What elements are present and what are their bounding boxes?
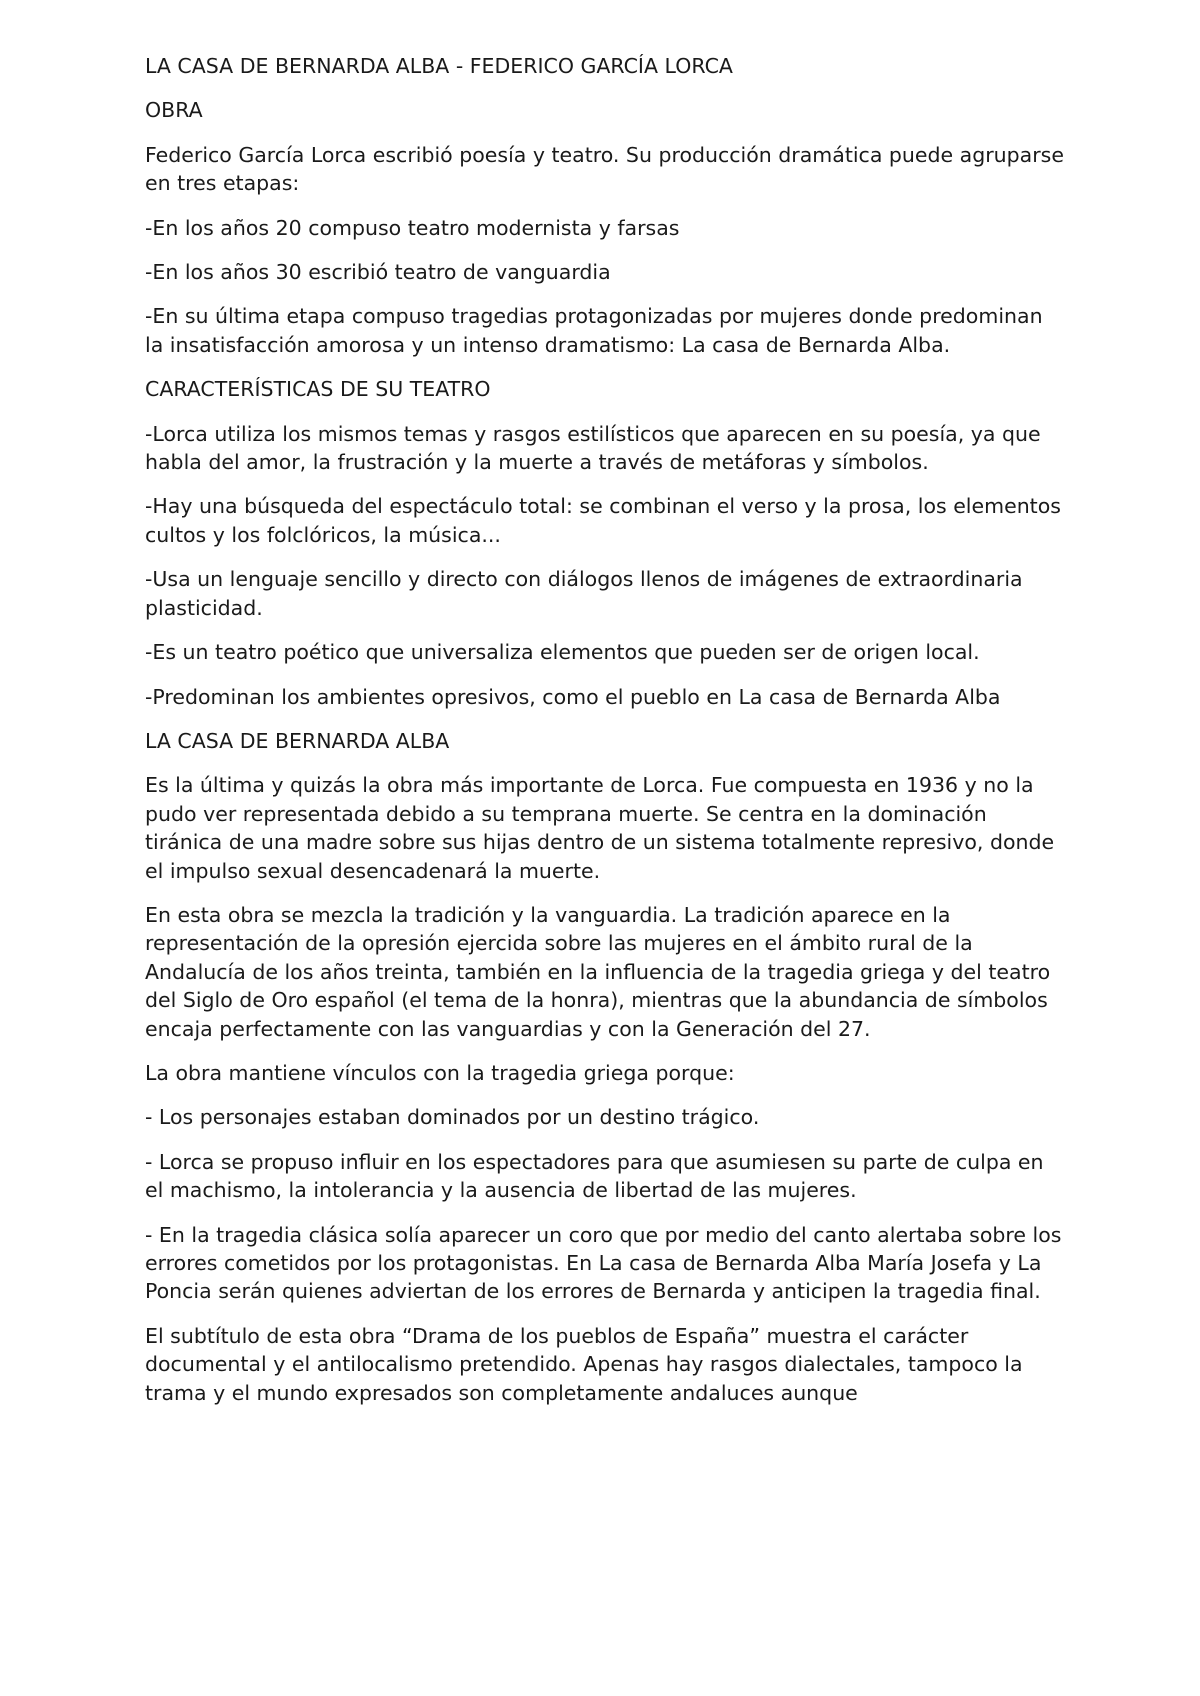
document-page — [145, 52, 1065, 1407]
section-heading-caracteristicas: CARACTERÍSTICAS DE SU TEATRO — [145, 377, 491, 402]
section-heading-obra: OBRA — [145, 98, 203, 123]
paragraph: El subtítulo de esta obra “Drama de los pueblos de España” muestra el carácter documental y el antilocalismo pretendido. Apenas hay rasgos dialectales, tampoco la trama y el mundo expresados son completamente andaluces aunque — [145, 1323, 1023, 1405]
paragraph: -Lorca utiliza los mismos temas y rasgos estilísticos que aparecen en su poesía, ya que habla del amor, la frustración y la muerte a través de metáforas y símbolos. — [145, 421, 1041, 475]
document-title: LA CASA DE BERNARDA ALBA - FEDERICO GARCÍA LORCA — [145, 54, 733, 78]
paragraph: -Usa un lenguaje sencillo y directo con diálogos llenos de imágenes de extraordinaria plasticidad. — [145, 567, 1023, 620]
paragraph: -En los años 20 compuso teatro modernista y farsas — [145, 215, 680, 240]
paragraph: -En su última etapa compuso tragedias protagonizadas por mujeres donde predominan la insatisfacción amorosa y un intenso dramatismo: La casa de Bernarda Alba. — [145, 304, 1043, 357]
paragraph: -Es un teatro poético que universaliza elementos que pueden ser de origen local. — [145, 640, 980, 665]
paragraph: En esta obra se mezcla la tradición y la vanguardia. La tradición aparece en la representación de la opresión ejercida sobre las mujeres en el ámbito rural de la Andalucía de los años treinta, también en la influencia de la tragedia griega y del teatro del Siglo de Oro español (el tema de la honra), mientras que la abundancia de símbolos encaja perfectamente con las vanguardias y con la Generación del 27. — [145, 902, 1051, 1041]
paragraph: Federico García Lorca escribió poesía y teatro. Su producción dramática puede agruparse en tres etapas: — [145, 142, 1064, 196]
paragraph: - Los personajes estaban dominados por un destino trágico. — [145, 1105, 760, 1130]
paragraph: - Lorca se propuso influir en los espectadores para que asumiesen su parte de culpa en el machismo, la intolerancia y la ausencia de libertad de las mujeres. — [145, 1149, 1044, 1203]
paragraph: -En los años 30 escribió teatro de vanguardia — [145, 260, 611, 285]
paragraph: -Predominan los ambientes opresivos, como el pueblo en La casa de Bernarda Alba — [145, 684, 1001, 709]
paragraph: - En la tragedia clásica solía aparecer un coro que por medio del canto alertaba sobre los errores cometidos por los protagonistas. En La casa de Bernarda Alba María Josefa y La Poncia serán quienes adviertan de los errores de Bernarda y anticipen la tragedia final. — [145, 1222, 1062, 1304]
paragraph: Es la última y quizás la obra más importante de Lorca. Fue compuesta en 1936 y no la pudo ver representada debido a su temprana muerte. Se centra en la dominación tiránica de una madre sobre sus hijas dentro de un sistema totalmente represivo, donde el impulso sexual desencadenará la muerte. — [145, 773, 1055, 883]
paragraph: -Hay una búsqueda del espectáculo total: se combinan el verso y la prosa, los elementos cultos y los folclóricos, la música... — [145, 494, 1061, 547]
section-heading-la-casa: LA CASA DE BERNARDA ALBA — [145, 728, 450, 753]
paragraph: La obra mantiene vínculos con la tragedia griega porque: — [145, 1060, 735, 1085]
